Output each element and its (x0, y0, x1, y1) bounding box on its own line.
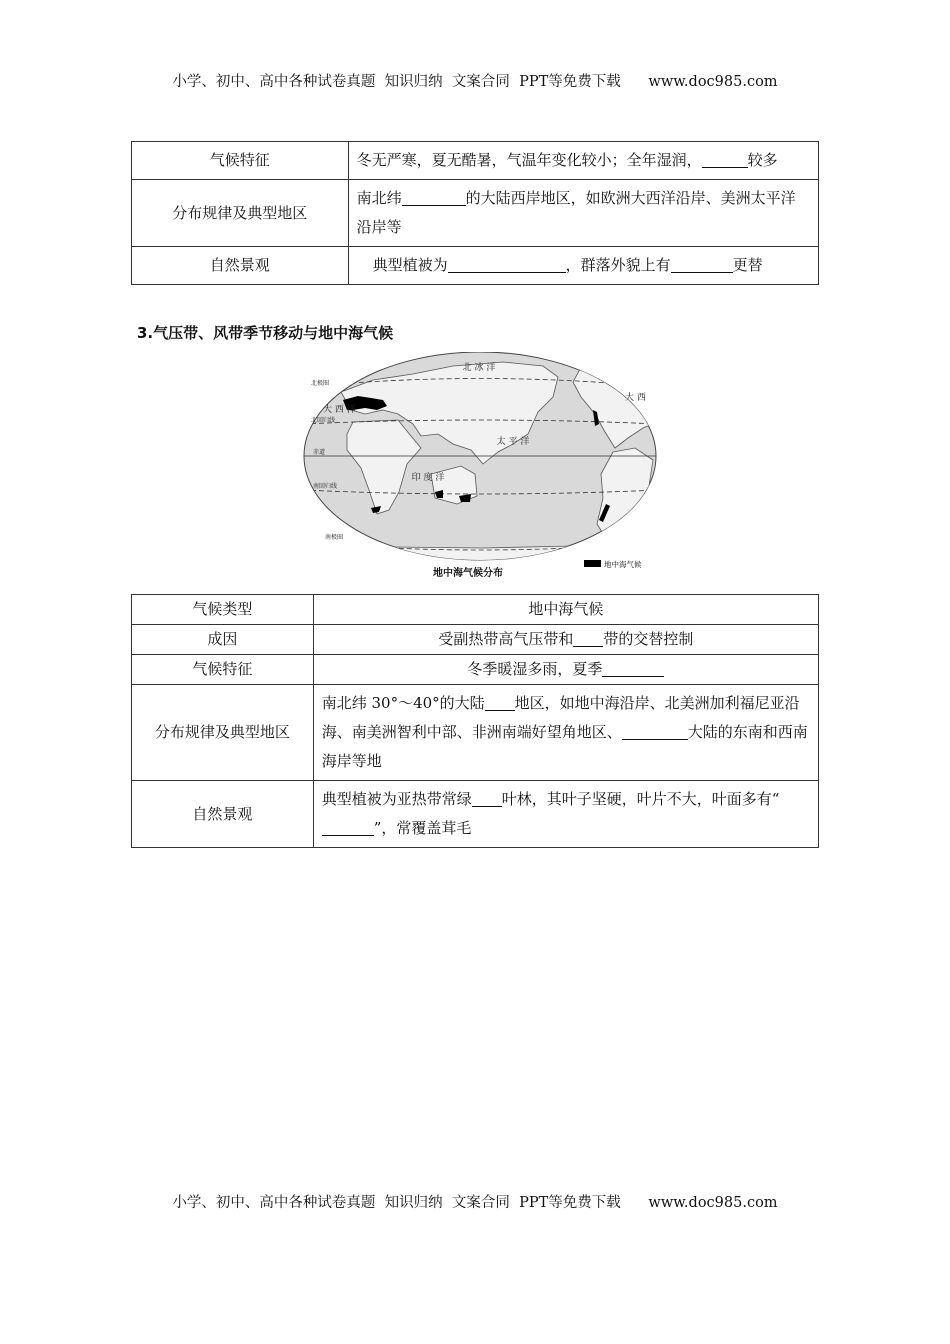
answer-blank[interactable] (622, 723, 688, 740)
answer-blank[interactable] (322, 819, 374, 836)
legend-label: 地中海气候 (604, 560, 642, 569)
row-label: 成因 (132, 625, 314, 655)
row-label: 分布规律及典型地区 (132, 180, 349, 247)
label-tropic-north: 北回归线 (311, 417, 336, 424)
answer-blank[interactable] (472, 790, 502, 807)
label-pacific-ocean: 太 平 洋 (496, 437, 530, 447)
table-row (132, 180, 819, 247)
table-row (132, 247, 819, 285)
climate-table-1 (131, 141, 819, 285)
mediterranean-climate-table (131, 594, 819, 848)
world-map-figure (303, 352, 658, 577)
row-label: 气候特征 (132, 655, 314, 685)
label-indian-ocean: 印 度 洋 (411, 473, 445, 483)
answer-blank[interactable] (485, 694, 515, 711)
answer-blank[interactable] (448, 256, 566, 273)
row-content: 受副热带高气压带和 带的交替控制 (313, 625, 818, 655)
row-label: 气候类型 (132, 595, 314, 625)
row-label: 自然景观 (132, 247, 349, 285)
table-row (132, 655, 819, 685)
answer-blank[interactable] (671, 256, 733, 273)
answer-blank[interactable] (573, 630, 603, 647)
table-row (132, 625, 819, 655)
table-row (132, 142, 819, 180)
section-heading: 3.气压带、风带季节移动与地中海气候 (137, 324, 394, 342)
table-row (132, 685, 819, 781)
label-atlantic-left: 大 西 洋 (323, 405, 356, 415)
answer-blank[interactable] (402, 189, 466, 206)
row-label: 自然景观 (132, 781, 314, 848)
row-content: 地中海气候 (313, 595, 818, 625)
row-content: 南北纬 30°～40°的大陆 地区，如地中海沿岸、北美洲加利福尼亚沿海、南美洲智利中部、非洲南端好望角地区、 大陆的东南和西南海岸等地 (313, 685, 818, 781)
label-arctic-ocean: 北 冰 洋 (462, 363, 496, 373)
answer-blank[interactable] (602, 660, 664, 677)
page-footer: 小学、初中、高中各种试卷真题 知识归纳 文案合同 PPT等免费下载 www.doc985.com (172, 1195, 778, 1211)
row-label: 气候特征 (132, 142, 349, 180)
label-tropic-south: 南回归线 (313, 483, 338, 490)
map-caption: 地中海气候分布 (433, 568, 503, 577)
table-row (132, 595, 819, 625)
row-content: 典型植被为亚热带常绿 叶林，其叶子坚硬，叶片不大，叶面多有“”，常覆盖茸毛 (313, 781, 818, 848)
row-content: 南北纬 的大陆西岸地区，如欧洲大西洋沿岸、美洲太平洋沿岸等 (348, 180, 818, 247)
label-equator: 赤道 (313, 449, 326, 456)
answer-blank[interactable] (702, 151, 748, 168)
legend-swatch (584, 560, 601, 567)
label-arctic-circle: 北极圈 (311, 380, 330, 387)
label-atlantic-right: 大 西 (625, 393, 646, 403)
label-antarctic-circle: 南极圈 (325, 534, 344, 541)
row-content: 典型植被为 ，群落外貌上有 更替 (348, 247, 818, 285)
row-content: 冬无严寒，夏无酷暑，气温年变化较小；全年湿润， 较多 (348, 142, 818, 180)
row-label: 分布规律及典型地区 (132, 685, 314, 781)
table-row (132, 781, 819, 848)
page-header: 小学、初中、高中各种试卷真题 知识归纳 文案合同 PPT等免费下载 www.doc985.com (172, 74, 778, 90)
row-content: 冬季暖湿多雨，夏季 (313, 655, 818, 685)
